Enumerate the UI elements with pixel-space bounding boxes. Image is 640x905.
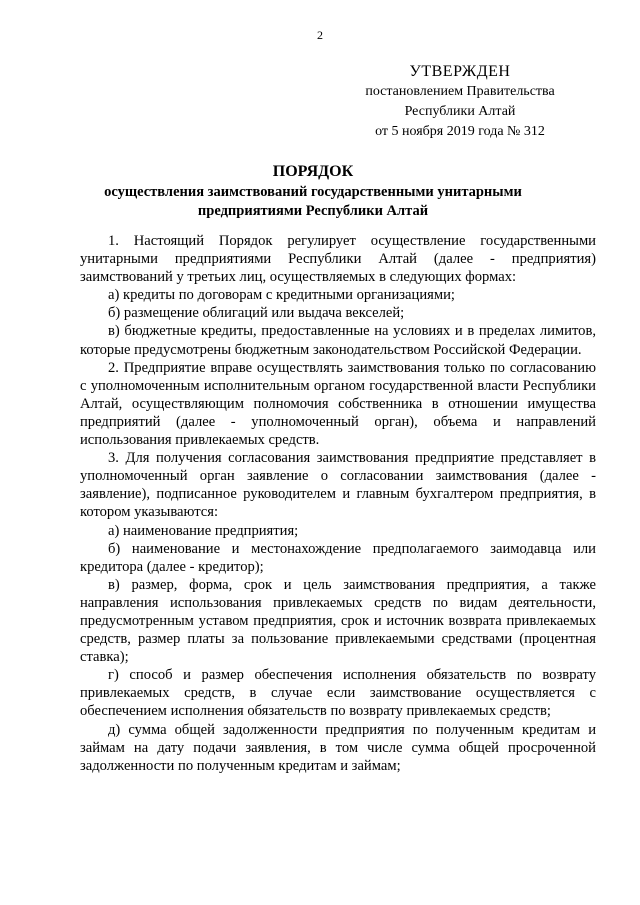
paragraph: в) размер, форма, срок и цель заимствования предприятия, а также направления использования привлекаемых средств по видам деятельности, предусмотренным уставом предприятия, срок и источник возврата привлекаемых средств, размер платы за пользование привлекаемыми средствами (процентная ставка); (80, 576, 596, 666)
paragraph: а) наименование предприятия; (108, 522, 299, 539)
approval-heading: УТВЕРЖДЕН (409, 63, 511, 80)
paragraph: д) сумма общей задолженности предприятия по полученным кредитам и займам на дату подачи заявления, в том числе сумма общей просроченной задолженности по полученным кредитам и займам; (80, 721, 596, 774)
paragraph: 2. Предприятие вправе осуществлять заимствования только по согласованию с уполномоченным исполнительным органом государственной власти Республики Алтай, осуществляющим полномочия собственника в отношении имущества предприятий (далее - уполномоченный орган), объема и направлений использования привлекаемых средств. (80, 359, 596, 449)
page-number: 2 (317, 28, 323, 42)
approval-line: Республики Алтай (404, 104, 516, 119)
title-subheading: осуществления заимствований государственными унитарными (104, 184, 522, 200)
paragraph: 3. Для получения согласования заимствования предприятие представляет в уполномоченный орган заявление о согласовании заимствования (далее - заявление), подписанное руководителем и главным бухгалтером предприятия, в котором указываются: (80, 450, 596, 521)
approval-block (360, 62, 560, 142)
document-body (80, 232, 596, 775)
paragraph: б) размещение облигаций или выдача векселей; (108, 305, 405, 322)
document-title (80, 161, 546, 221)
paragraph: 1. Настоящий Порядок регулирует осуществление государственными унитарными предприятиями Республики Алтай (далее - предприятия) заимствований у третьих лиц, осуществляемых в следующих формах: (80, 233, 596, 286)
approval-line: постановлением Правительства (365, 84, 555, 99)
title-heading: ПОРЯДОК (272, 163, 354, 180)
paragraph: а) кредиты по договорам с кредитными организациями; (108, 287, 455, 304)
paragraph: г) способ и размер обеспечения исполнения обязательств по возврату привлекаемых средств, в случае если заимствование осуществляется с обеспечением исполнения обязательств по возврату привлекаемых средств; (80, 667, 596, 720)
approval-line: от 5 ноября 2019 года № 312 (375, 124, 545, 139)
paragraph: б) наименование и местонахождение предполагаемого заимодавца или кредитора (далее - кредитор); (80, 540, 596, 575)
paragraph: в) бюджетные кредиты, предоставленные на условиях и в пределах лимитов, которые предусмотрены бюджетным законодательством Российской Федерации. (80, 323, 596, 358)
title-subheading: предприятиями Республики Алтай (197, 203, 429, 219)
